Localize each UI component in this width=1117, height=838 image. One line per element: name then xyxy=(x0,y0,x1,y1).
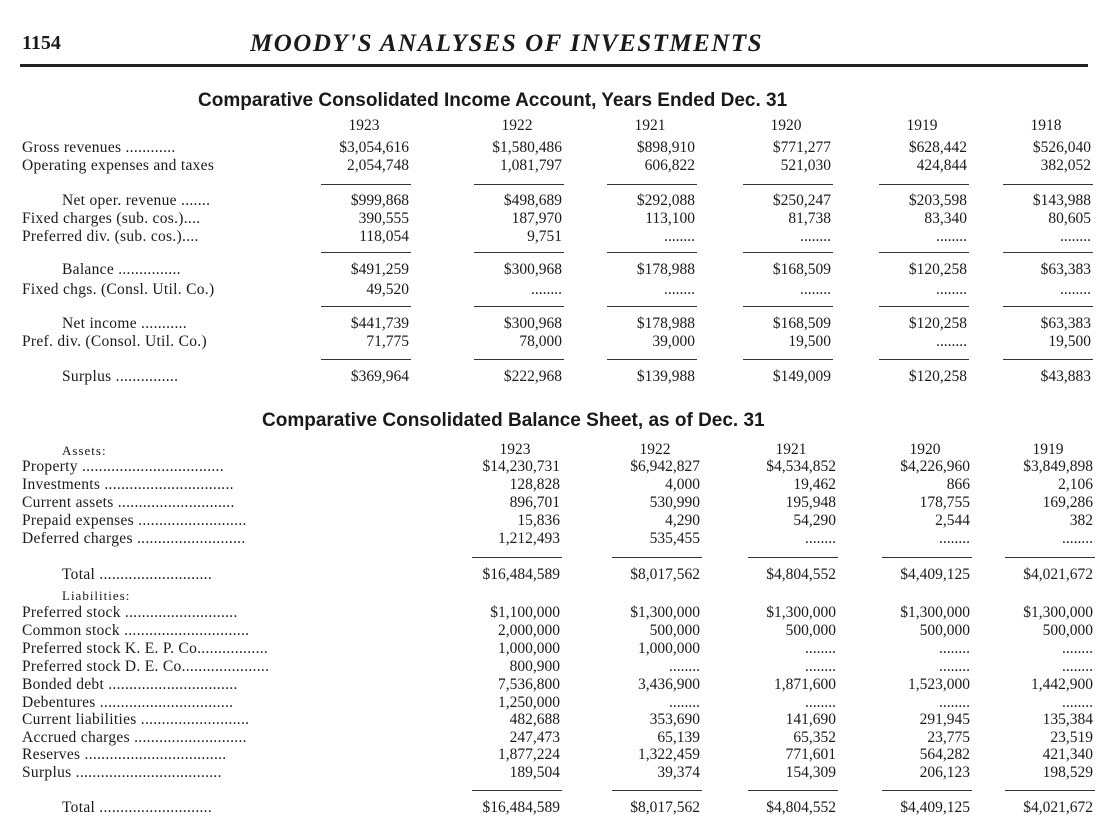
balance-sheet-title: Comparative Consolidated Balance Sheet, as of Dec. 31 xyxy=(262,410,765,431)
income-cell: $120,258 xyxy=(908,261,967,278)
liability-cell: 1,871,600 xyxy=(774,676,836,693)
income-row-label: Gross revenues ............ xyxy=(22,139,176,156)
income-year-header: 1918 xyxy=(1030,117,1062,134)
asset-cell: 866 xyxy=(946,476,970,493)
income-rule xyxy=(743,184,833,185)
asset-cell: 896,701 xyxy=(509,494,560,511)
liability-total-cell: $8,017,562 xyxy=(630,799,700,816)
income-cell: $120,258 xyxy=(908,315,967,332)
balance-rule xyxy=(1005,790,1095,791)
income-row-label: Surplus ............... xyxy=(62,368,179,385)
liability-cell: 771,601 xyxy=(785,746,836,763)
liability-cell: ........ xyxy=(1062,640,1093,657)
income-row-label: Operating expenses and taxes xyxy=(22,157,215,174)
income-cell: 81,738 xyxy=(788,210,831,227)
income-year-header: 1920 xyxy=(770,117,802,134)
income-cell: ........ xyxy=(800,281,831,298)
liability-cell: 206,123 xyxy=(919,764,970,781)
asset-cell: 15,836 xyxy=(517,512,560,529)
asset-cell: ........ xyxy=(805,530,836,547)
income-cell: $203,598 xyxy=(908,192,967,209)
income-cell: ........ xyxy=(664,281,695,298)
income-cell: 19,500 xyxy=(788,333,831,350)
income-rule xyxy=(1003,184,1093,185)
income-row-label: Pref. div. (Consol. Util. Co.) xyxy=(22,333,207,350)
running-head: MOODY'S ANALYSES OF INVESTMENTS xyxy=(250,30,764,57)
asset-cell: 169,286 xyxy=(1042,494,1093,511)
liability-cell: 135,384 xyxy=(1042,711,1093,728)
income-cell: 1,081,797 xyxy=(500,157,562,174)
asset-cell: $14,230,731 xyxy=(482,458,560,475)
liability-row-label: Preferred stock ........................... xyxy=(22,604,238,621)
liability-cell: 154,309 xyxy=(785,764,836,781)
income-cell: ........ xyxy=(531,281,562,298)
income-cell: $178,988 xyxy=(636,315,695,332)
balance-year-header: 1919 xyxy=(1032,441,1064,458)
asset-total-cell: $16,484,589 xyxy=(482,566,560,583)
liability-cell: ........ xyxy=(805,694,836,711)
income-rule xyxy=(743,252,833,253)
income-rule xyxy=(474,252,564,253)
income-row-label: Balance ............... xyxy=(62,261,181,278)
income-cell: $300,968 xyxy=(503,315,562,332)
balance-rule xyxy=(612,790,702,791)
liability-cell: 2,000,000 xyxy=(498,622,560,639)
income-rule xyxy=(1003,306,1093,307)
liability-row-label: Debentures ................................ xyxy=(22,694,234,711)
liability-cell: 353,690 xyxy=(649,711,700,728)
balance-year-header: 1923 xyxy=(499,441,531,458)
asset-total-cell: $4,804,552 xyxy=(766,566,836,583)
liability-cell: 23,775 xyxy=(927,729,970,746)
liability-cell: $1,100,000 xyxy=(490,604,560,621)
income-cell: 382,052 xyxy=(1040,157,1091,174)
income-cell: 78,000 xyxy=(519,333,562,350)
income-cell: ........ xyxy=(936,228,967,245)
income-cell: $1,580,486 xyxy=(492,139,562,156)
header-rule xyxy=(20,64,1088,67)
income-rule xyxy=(743,306,833,307)
income-cell: $222,968 xyxy=(503,368,562,385)
income-year-header: 1922 xyxy=(501,117,533,134)
income-cell: ........ xyxy=(664,228,695,245)
income-year-header: 1921 xyxy=(634,117,666,134)
income-row-label: Fixed charges (sub. cos.).... xyxy=(22,210,201,227)
income-rule xyxy=(743,359,833,360)
income-cell: ........ xyxy=(1060,281,1091,298)
income-rule xyxy=(321,306,411,307)
liability-row-label: Preferred stock D. E. Co..................... xyxy=(22,658,270,675)
asset-row-label: Property .................................. xyxy=(22,458,224,475)
liability-cell: 500,000 xyxy=(649,622,700,639)
asset-cell: ........ xyxy=(1062,530,1093,547)
balance-year-header: 1920 xyxy=(909,441,941,458)
asset-row-label: Deferred charges .......................... xyxy=(22,530,246,547)
liability-cell: 1,322,459 xyxy=(638,746,700,763)
liability-row-label: Current liabilities .......................... xyxy=(22,711,250,728)
asset-cell: 19,462 xyxy=(793,476,836,493)
income-cell: 71,775 xyxy=(366,333,409,350)
liability-cell: 421,340 xyxy=(1042,746,1093,763)
asset-cell: 530,990 xyxy=(649,494,700,511)
liability-total-cell: $4,804,552 xyxy=(766,799,836,816)
income-cell: 390,555 xyxy=(358,210,409,227)
liability-cell: 189,504 xyxy=(509,764,560,781)
income-cell: 606,822 xyxy=(644,157,695,174)
liability-cell: $1,300,000 xyxy=(630,604,700,621)
liability-cell: 500,000 xyxy=(1042,622,1093,639)
asset-total-label: Total ........................... xyxy=(62,566,213,583)
income-rule xyxy=(321,252,411,253)
income-cell: ........ xyxy=(800,228,831,245)
liabilities-heading: Liabilities: xyxy=(62,588,131,603)
income-row-label: Net income ........... xyxy=(62,315,187,332)
income-rule xyxy=(474,306,564,307)
income-cell: $628,442 xyxy=(908,139,967,156)
asset-row-label: Prepaid expenses .......................... xyxy=(22,512,247,529)
income-cell: 9,751 xyxy=(527,228,562,245)
liability-cell: 500,000 xyxy=(785,622,836,639)
income-cell: $999,868 xyxy=(350,192,409,209)
asset-cell: 535,455 xyxy=(649,530,700,547)
income-cell: $300,968 xyxy=(503,261,562,278)
liability-row-label: Preferred stock K. E. P. Co................. xyxy=(22,640,269,657)
balance-rule xyxy=(882,557,972,558)
liability-cell: ........ xyxy=(1062,694,1093,711)
liability-cell: 1,523,000 xyxy=(908,676,970,693)
income-cell: ........ xyxy=(1060,228,1091,245)
income-rule xyxy=(321,359,411,360)
liability-cell: 1,000,000 xyxy=(498,640,560,657)
income-row-label: Net oper. revenue ....... xyxy=(62,192,211,209)
income-cell: $898,910 xyxy=(636,139,695,156)
income-rule xyxy=(474,184,564,185)
balance-year-header: 1921 xyxy=(775,441,807,458)
income-cell: 19,500 xyxy=(1048,333,1091,350)
asset-cell: 195,948 xyxy=(785,494,836,511)
income-rule xyxy=(879,306,969,307)
liability-cell: ........ xyxy=(1062,658,1093,675)
liability-cell: $1,300,000 xyxy=(766,604,836,621)
liability-row-label: Surplus ................................... xyxy=(22,764,222,781)
income-cell: $771,277 xyxy=(772,139,831,156)
page-number: 1154 xyxy=(22,32,61,54)
balance-rule xyxy=(882,790,972,791)
liability-cell: 141,690 xyxy=(785,711,836,728)
liability-cell: 482,688 xyxy=(509,711,560,728)
income-cell: 49,520 xyxy=(366,281,409,298)
liability-row-label: Reserves .................................. xyxy=(22,746,227,763)
liability-cell: 65,139 xyxy=(657,729,700,746)
balance-rule xyxy=(472,557,562,558)
liability-total-label: Total ........................... xyxy=(62,799,213,816)
liability-row-label: Bonded debt ............................... xyxy=(22,676,238,693)
income-cell: $369,964 xyxy=(350,368,409,385)
liability-cell: 23,519 xyxy=(1050,729,1093,746)
liability-cell: 1,250,000 xyxy=(498,694,560,711)
asset-cell: 54,290 xyxy=(793,512,836,529)
income-rule xyxy=(607,359,697,360)
income-cell: $63,383 xyxy=(1040,315,1091,332)
income-rule xyxy=(607,184,697,185)
income-cell: 113,100 xyxy=(645,210,695,227)
income-rule xyxy=(1003,252,1093,253)
liability-cell: 1,000,000 xyxy=(638,640,700,657)
income-cell: 521,030 xyxy=(780,157,831,174)
income-cell: $143,988 xyxy=(1032,192,1091,209)
liability-row-label: Accrued charges ........................... xyxy=(22,729,247,746)
assets-heading: Assets: xyxy=(62,443,107,458)
liability-cell: 7,536,800 xyxy=(498,676,560,693)
income-cell: $491,259 xyxy=(350,261,409,278)
income-cell: ........ xyxy=(936,333,967,350)
liability-cell: $1,300,000 xyxy=(1023,604,1093,621)
asset-row-label: Investments ............................... xyxy=(22,476,234,493)
income-rule xyxy=(879,359,969,360)
liability-cell: ........ xyxy=(669,658,700,675)
asset-cell: 2,544 xyxy=(935,512,970,529)
asset-total-cell: $8,017,562 xyxy=(630,566,700,583)
asset-cell: $4,226,960 xyxy=(900,458,970,475)
asset-total-cell: $4,409,125 xyxy=(900,566,970,583)
income-cell: $250,247 xyxy=(772,192,831,209)
liability-cell: 39,374 xyxy=(657,764,700,781)
asset-cell: ........ xyxy=(939,530,970,547)
income-rule xyxy=(879,252,969,253)
income-year-header: 1923 xyxy=(348,117,380,134)
income-year-header: 1919 xyxy=(906,117,938,134)
liability-cell: 247,473 xyxy=(509,729,560,746)
liability-row-label: Common stock .............................. xyxy=(22,622,250,639)
income-account-title: Comparative Consolidated Income Account, Years Ended Dec. 31 xyxy=(198,90,788,111)
income-rule xyxy=(1003,359,1093,360)
asset-cell: 382 xyxy=(1069,512,1093,529)
income-rule xyxy=(607,306,697,307)
liability-total-cell: $16,484,589 xyxy=(482,799,560,816)
income-cell: $168,509 xyxy=(772,261,831,278)
income-cell: $441,739 xyxy=(350,315,409,332)
income-cell: $526,040 xyxy=(1032,139,1091,156)
income-cell: $139,988 xyxy=(636,368,695,385)
income-cell: ........ xyxy=(936,281,967,298)
liability-cell: 564,282 xyxy=(919,746,970,763)
liability-cell: 3,436,900 xyxy=(638,676,700,693)
asset-cell: $6,942,827 xyxy=(630,458,700,475)
asset-cell: 4,000 xyxy=(665,476,700,493)
asset-cell: 4,290 xyxy=(665,512,700,529)
liability-cell: 1,877,224 xyxy=(498,746,560,763)
asset-total-cell: $4,021,672 xyxy=(1023,566,1093,583)
balance-rule xyxy=(1005,557,1095,558)
liability-cell: ........ xyxy=(939,658,970,675)
asset-cell: $3,849,898 xyxy=(1023,458,1093,475)
income-cell: $120,258 xyxy=(908,368,967,385)
income-rule xyxy=(607,252,697,253)
balance-year-header: 1922 xyxy=(639,441,671,458)
income-cell: $149,009 xyxy=(772,368,831,385)
liability-cell: 800,900 xyxy=(509,658,560,675)
income-row-label: Fixed chgs. (Consl. Util. Co.) xyxy=(22,281,215,298)
asset-cell: 178,755 xyxy=(919,494,970,511)
income-cell: 424,844 xyxy=(916,157,967,174)
balance-rule xyxy=(748,790,838,791)
income-cell: $43,883 xyxy=(1040,368,1091,385)
liability-cell: 291,945 xyxy=(919,711,970,728)
income-cell: 39,000 xyxy=(652,333,695,350)
income-cell: 83,340 xyxy=(924,210,967,227)
income-rule xyxy=(321,184,411,185)
asset-cell: 2,106 xyxy=(1058,476,1093,493)
asset-cell: 128,828 xyxy=(509,476,560,493)
income-cell: $498,689 xyxy=(503,192,562,209)
income-cell: $3,054,616 xyxy=(339,139,409,156)
balance-rule xyxy=(748,557,838,558)
asset-row-label: Current assets ............................ xyxy=(22,494,235,511)
liability-cell: ........ xyxy=(805,640,836,657)
income-cell: 2,054,748 xyxy=(347,157,409,174)
liability-cell: ........ xyxy=(939,694,970,711)
income-cell: 80,605 xyxy=(1048,210,1091,227)
income-row-label: Preferred div. (sub. cos.).... xyxy=(22,228,199,245)
liability-cell: 198,529 xyxy=(1042,764,1093,781)
liability-cell: ........ xyxy=(939,640,970,657)
income-cell: 118,054 xyxy=(359,228,409,245)
balance-rule xyxy=(472,790,562,791)
liability-cell: 1,442,900 xyxy=(1031,676,1093,693)
liability-total-cell: $4,021,672 xyxy=(1023,799,1093,816)
liability-cell: 65,352 xyxy=(793,729,836,746)
asset-cell: $4,534,852 xyxy=(766,458,836,475)
liability-cell: 500,000 xyxy=(919,622,970,639)
balance-rule xyxy=(612,557,702,558)
liability-cell: $1,300,000 xyxy=(900,604,970,621)
income-cell: $63,383 xyxy=(1040,261,1091,278)
asset-cell: 1,212,493 xyxy=(498,530,560,547)
income-rule xyxy=(879,184,969,185)
income-cell: $292,088 xyxy=(636,192,695,209)
liability-total-cell: $4,409,125 xyxy=(900,799,970,816)
income-cell: $178,988 xyxy=(636,261,695,278)
liability-cell: ........ xyxy=(669,694,700,711)
income-cell: 187,970 xyxy=(511,210,562,227)
income-cell: $168,509 xyxy=(772,315,831,332)
liability-cell: ........ xyxy=(805,658,836,675)
income-rule xyxy=(474,359,564,360)
